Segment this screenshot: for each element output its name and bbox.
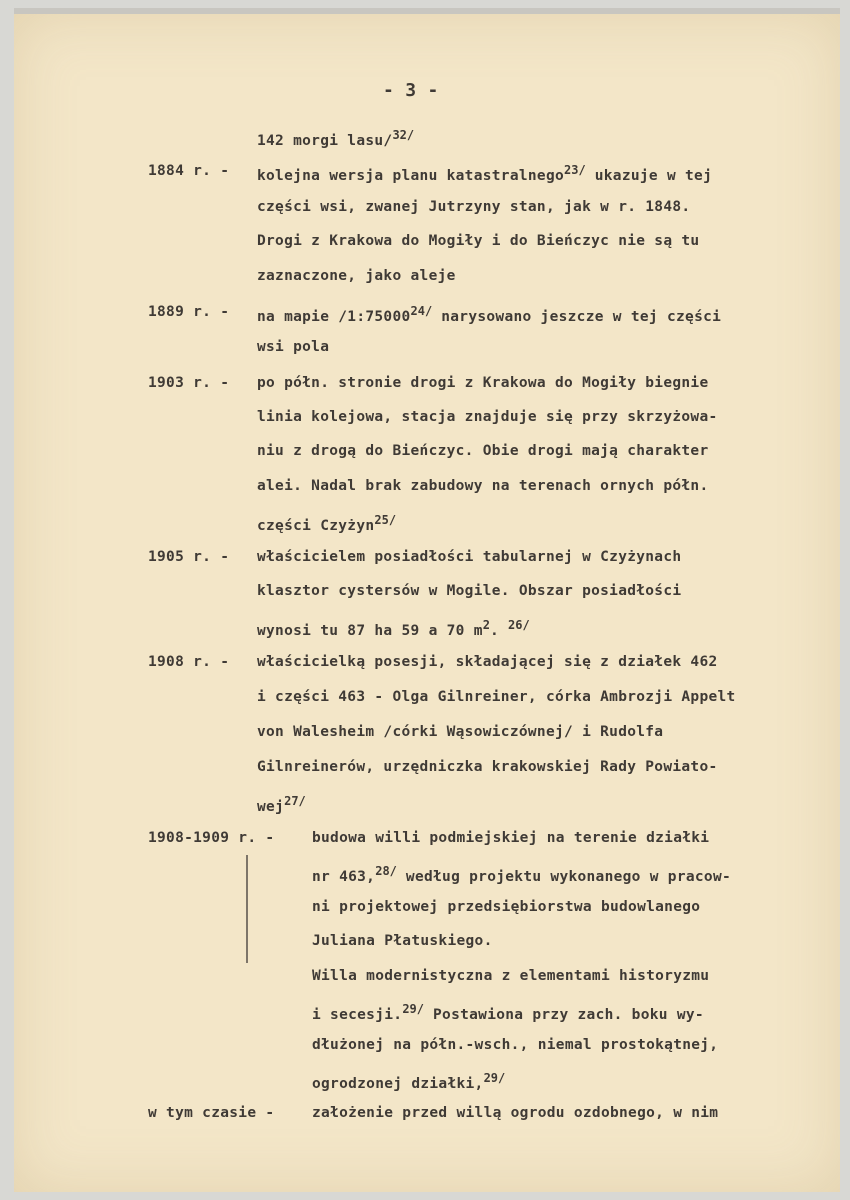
footnote-ref: 32/ xyxy=(392,128,415,142)
entry-line: niu z drogą do Bieńczyc. Obie drogi mają charakter xyxy=(257,443,709,459)
entry-line: i secesji.$^{29/}$ Postawiona przy zach. boku wy- xyxy=(312,1002,704,1023)
entry-line: ogrodzonej działki,$^{29/}$ xyxy=(312,1071,506,1092)
year-label: 1903 r. - xyxy=(148,375,230,391)
entry-line: i części 463 - Olga Gilnreiner, córka Ambrozji Appelt xyxy=(257,689,736,705)
entry-line: na mapie $/1:75000^{24/}$ narysowano jeszcze w tej części xyxy=(257,304,722,325)
year-label: 1884 r. - xyxy=(148,163,230,179)
entry-line: dłużonej na półn.-wsch., niemal prostokątnej, xyxy=(312,1037,719,1053)
year-label: 1889 r. - xyxy=(148,304,230,320)
entry-line: alei. Nadal brak zabudowy na terenach ornych półn. xyxy=(257,478,709,494)
footnote-ref: 26/ xyxy=(508,618,530,632)
entry-line: części wsi, zwanej Jutrzyny stan, jak w r. 1848. xyxy=(257,199,691,215)
entry-line: wynosi tu 87 ha 59 a 70 $m^2$. $^{26/}$ xyxy=(257,618,530,639)
year-label: 1905 r. - xyxy=(148,549,230,565)
footnote-ref: 28/ xyxy=(375,864,397,878)
entry-line: von Walesheim /córki Wąsowiczównej/ i Rudolfa xyxy=(257,724,664,740)
footnote-ref: 27/ xyxy=(284,794,306,808)
entry-line: nr 463,$^{28/}$ według projektu wykonanego w pracow- xyxy=(312,864,732,885)
intro-line: 142 morgi lasu/$^{32/}$ xyxy=(257,128,415,149)
entry-line: kolejna wersja planu katastralnego$^{23/}$ ukazuje w tej xyxy=(257,163,713,184)
footnote-ref: 25/ xyxy=(374,513,397,527)
entry-line: właścicielem posiadłości tabularnej w Czyżynach xyxy=(257,549,682,565)
entry-line: po półn. stronie drogi z Krakowa do Mogiły biegnie xyxy=(257,375,709,391)
year-label: 1908 r. - xyxy=(148,654,230,670)
entry-line: zaznaczone, jako aleje xyxy=(257,268,456,284)
margin-pencil-mark xyxy=(246,855,248,963)
entry-line: wej$^{27/}$ xyxy=(257,794,306,815)
entry-line: klasztor cystersów w Mogile. Obszar posiadłości xyxy=(257,583,682,599)
entry-line: wsi pola xyxy=(257,339,330,355)
footnote-ref: 29/ xyxy=(483,1071,506,1085)
year-label: 1908-1909 r. - xyxy=(148,830,275,846)
entry-line: części Czyżyn$^{25/}$ xyxy=(257,513,397,534)
entry-line: budowa willi podmiejskiej na terenie działki xyxy=(312,830,710,846)
entry-line: Willa modernistyczna z elementami historyzmu xyxy=(312,968,710,984)
footnote-ref: 24/ xyxy=(410,304,433,318)
entry-line: Juliana Płatuskiego. xyxy=(312,933,493,949)
entry-line: założenie przed willą ogrodu ozdobnego, w nim xyxy=(312,1105,719,1121)
entry-line: ni projektowej przedsiębiorstwa budowlanego xyxy=(312,899,701,915)
superscript-two: 2 xyxy=(482,618,490,632)
entry-line: linia kolejowa, stacja znajduje się przy skrzyżowa- xyxy=(257,409,718,425)
entry-line: Gilnreinerów, urzędniczka krakowskiej Rady Powiato- xyxy=(257,759,718,775)
footnote-ref: 23/ xyxy=(564,163,586,177)
year-label: w tym czasie - xyxy=(148,1105,275,1121)
entry-line: właścicielką posesji, składającej się z działek 462 xyxy=(257,654,718,670)
footnote-ref: 29/ xyxy=(402,1002,424,1016)
entry-line: Drogi z Krakowa do Mogiły i do Bieńczyc nie są tu xyxy=(257,233,700,249)
page-number: - 3 - xyxy=(383,80,439,101)
